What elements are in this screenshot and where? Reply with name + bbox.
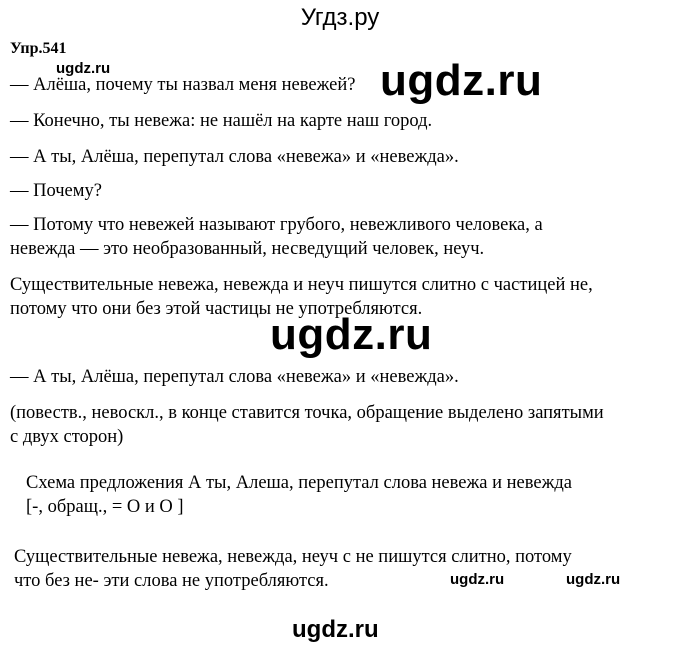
analysis-note: с двух сторон) [10, 427, 124, 447]
watermark-small-top: ugdz.ru [56, 60, 111, 77]
watermark-big-middle: ugdz.ru [270, 310, 433, 359]
scheme-line: Схема предложения А ты, Алеша, перепутал слова невежа и невежда [26, 473, 572, 493]
dialogue-line: — Потому что невежей называют грубого, невежливого человека, а [10, 215, 543, 235]
dialogue-line: — Конечно, ты невежа: не нашёл на карте наш город. [10, 111, 433, 131]
watermark-bottom: ugdz.ru [292, 616, 379, 643]
dialogue-line: невежда — это необразованный, несведущий человек, неуч. [10, 239, 485, 259]
site-title: Угдз.ру [300, 4, 380, 31]
scheme-formula: [-, обращ., = О и О ] [26, 497, 184, 517]
conclusion-line: что без не- эти слова не употребляются. [14, 571, 329, 591]
watermark-small-right: ugdz.ru [566, 571, 621, 588]
watermark-big-top: ugdz.ru [380, 56, 543, 105]
dialogue-line: — Почему? [10, 181, 102, 201]
conclusion-line: Существительные невежа, невежда, неуч с не пишутся слитно, потому [14, 547, 572, 567]
explanation-line: потому что они без этой частицы не употребляются. [10, 299, 423, 319]
dialogue-line: — Алёша, почему ты назвал меня невежей? [10, 75, 356, 95]
analysis-sentence: — А ты, Алёша, перепутал слова «невежа» и «невежда». [10, 367, 459, 387]
watermark-small-left: ugdz.ru [450, 571, 505, 588]
dialogue-line: — А ты, Алёша, перепутал слова «невежа» и «невежда». [10, 147, 459, 167]
analysis-note: (повеств., невоскл., в конце ставится точка, обращение выделено запятыми [10, 403, 604, 423]
explanation-line: Существительные невежа, невежда и неуч пишутся слитно с частицей не, [10, 275, 593, 295]
exercise-label: Упр.541 [10, 40, 67, 57]
